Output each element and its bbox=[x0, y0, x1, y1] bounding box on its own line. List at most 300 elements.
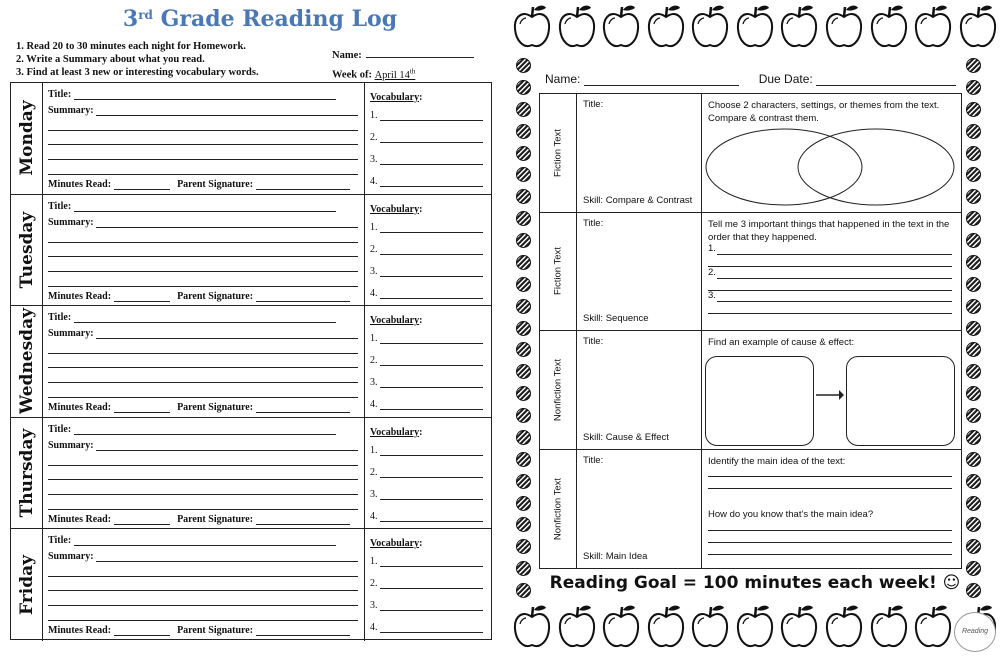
apple-icon bbox=[647, 602, 685, 650]
evidence-line[interactable] bbox=[708, 542, 952, 543]
summary-field[interactable] bbox=[48, 105, 358, 116]
summary-field[interactable] bbox=[48, 551, 358, 562]
summary-line[interactable] bbox=[48, 576, 358, 577]
prompt-cell bbox=[702, 450, 960, 569]
summary-label: Summary: bbox=[48, 551, 94, 563]
striped-dot-icon bbox=[516, 321, 531, 336]
striped-dot-icon bbox=[516, 408, 531, 423]
day-label-cell bbox=[11, 195, 43, 306]
vocab-number: 2. bbox=[370, 355, 378, 367]
minutes-label: Minutes Read: bbox=[48, 402, 112, 414]
signature-blank[interactable] bbox=[256, 514, 350, 525]
vocab-blank[interactable] bbox=[380, 467, 483, 478]
striped-dot-icon bbox=[966, 299, 981, 314]
striped-dot-icon bbox=[516, 496, 531, 511]
apple-icon bbox=[736, 2, 774, 50]
minutes-field[interactable] bbox=[48, 625, 350, 636]
week-of bbox=[332, 67, 415, 81]
vocab-entry[interactable] bbox=[370, 132, 486, 143]
minutes-label: Minutes Read: bbox=[48, 290, 112, 302]
prompt-text: Tell me 3 important things that happened in the text in the order that they happened. bbox=[708, 218, 950, 243]
striped-dot-icon bbox=[966, 517, 981, 532]
summary-field[interactable] bbox=[48, 328, 358, 339]
vocab-blank[interactable] bbox=[380, 377, 483, 388]
summary-blank[interactable] bbox=[96, 551, 358, 562]
skill-label: Skill: Sequence bbox=[583, 313, 649, 325]
response-section-2 bbox=[540, 331, 961, 450]
due-date-blank[interactable] bbox=[816, 73, 956, 86]
response-section-3 bbox=[540, 450, 961, 569]
title-field[interactable] bbox=[48, 89, 336, 100]
day-row-1 bbox=[11, 195, 491, 307]
apple-icon bbox=[736, 602, 774, 650]
summary-blank[interactable] bbox=[96, 217, 358, 228]
striped-dot-icon bbox=[966, 146, 981, 161]
response-table bbox=[539, 93, 962, 569]
summary-line[interactable] bbox=[48, 367, 358, 368]
apple-icon bbox=[914, 2, 952, 50]
vocab-number: 4. bbox=[370, 287, 378, 299]
day-label-cell bbox=[11, 83, 43, 194]
dot-border-right bbox=[966, 58, 984, 598]
summary-line[interactable] bbox=[48, 382, 358, 383]
skill-label: Skill: Compare & Contrast bbox=[583, 194, 693, 206]
striped-dot-icon bbox=[516, 386, 531, 401]
striped-dot-icon bbox=[516, 430, 531, 445]
text-type-cell bbox=[540, 94, 577, 212]
striped-dot-icon bbox=[516, 299, 531, 314]
evidence-line[interactable] bbox=[708, 554, 952, 555]
vocab-blank[interactable] bbox=[380, 600, 483, 611]
striped-dot-icon bbox=[516, 146, 531, 161]
vocab-number: 1. bbox=[370, 333, 378, 345]
striped-dot-icon bbox=[966, 342, 981, 357]
apple-icon bbox=[780, 2, 818, 50]
vocab-blank[interactable] bbox=[380, 333, 483, 344]
vocab-entry[interactable] bbox=[370, 600, 486, 611]
summary-label: Summary: bbox=[48, 328, 94, 340]
text-type-cell bbox=[540, 450, 577, 569]
vocabulary-label: Vocabulary: bbox=[370, 203, 423, 215]
vocab-number: 3. bbox=[370, 488, 378, 500]
prompt-text: Identify the main idea of the text: bbox=[708, 455, 846, 467]
title-blank[interactable] bbox=[74, 201, 336, 212]
striped-dot-icon bbox=[966, 102, 981, 117]
vocab-blank[interactable] bbox=[380, 511, 483, 522]
sequence-line[interactable] bbox=[708, 290, 952, 291]
minutes-blank[interactable] bbox=[114, 402, 170, 413]
title-skill-cell[interactable] bbox=[577, 213, 702, 331]
vocab-number: 2. bbox=[370, 578, 378, 590]
vocab-number: 2. bbox=[370, 243, 378, 255]
summary-label: Summary: bbox=[48, 216, 94, 228]
striped-dot-icon bbox=[966, 211, 981, 226]
page-title: 3rd Grade Reading Log bbox=[122, 6, 398, 32]
minutes-label: Minutes Read: bbox=[48, 179, 112, 190]
prompt-cell bbox=[702, 331, 960, 449]
vocab-entry[interactable] bbox=[370, 176, 486, 187]
day-name: Thursday bbox=[16, 428, 37, 518]
summary-line[interactable] bbox=[48, 479, 358, 480]
vocab-entry[interactable] bbox=[370, 333, 486, 344]
vocab-entry[interactable] bbox=[370, 355, 486, 366]
summary-line[interactable] bbox=[48, 144, 358, 145]
day-entry bbox=[43, 306, 365, 417]
title-blank[interactable] bbox=[74, 424, 336, 435]
summary-line[interactable] bbox=[48, 590, 358, 591]
main-idea-line[interactable] bbox=[708, 476, 952, 477]
vocab-blank[interactable] bbox=[380, 556, 483, 567]
striped-dot-icon bbox=[966, 539, 981, 554]
apple-icon bbox=[825, 2, 863, 50]
apple-icon bbox=[780, 602, 818, 650]
striped-dot-icon bbox=[516, 255, 531, 270]
text-type: Nonfiction Text bbox=[552, 478, 564, 541]
summary-line[interactable] bbox=[48, 159, 358, 160]
striped-dot-icon bbox=[966, 167, 981, 182]
summary-blank[interactable] bbox=[96, 105, 358, 116]
minutes-field[interactable] bbox=[48, 179, 350, 190]
prompt-text: Choose 2 characters, settings, or themes from the text. Compare & contrast them. bbox=[708, 100, 940, 124]
title-skill-cell[interactable] bbox=[577, 94, 702, 212]
vocab-number: 4. bbox=[370, 510, 378, 522]
apple-icon bbox=[825, 602, 863, 650]
day-entry bbox=[43, 83, 365, 194]
vocab-entry[interactable] bbox=[370, 445, 486, 456]
striped-dot-icon bbox=[516, 539, 531, 554]
signature-label: Parent Signature: bbox=[177, 290, 254, 302]
striped-dot-icon bbox=[966, 58, 981, 73]
apple-icon bbox=[870, 2, 908, 50]
reading-response-page bbox=[510, 0, 1000, 657]
vocab-blank[interactable] bbox=[380, 176, 483, 187]
day-name: Tuesday bbox=[16, 211, 37, 289]
vocab-entry[interactable] bbox=[370, 489, 486, 500]
title-label: Title: bbox=[48, 423, 72, 435]
striped-dot-icon bbox=[966, 386, 981, 401]
day-entry bbox=[43, 195, 365, 306]
vocab-entry[interactable] bbox=[370, 288, 486, 299]
vocab-entry[interactable] bbox=[370, 154, 486, 165]
summary-blank[interactable] bbox=[96, 328, 358, 339]
vocab-number: 3. bbox=[370, 265, 378, 277]
vocabulary-label: Vocabulary: bbox=[370, 426, 423, 438]
dot-border-left bbox=[516, 58, 534, 598]
minutes-label: Minutes Read: bbox=[48, 625, 112, 637]
day-row-4 bbox=[11, 529, 491, 641]
vocab-number: 2. bbox=[370, 132, 378, 143]
name-label: Name: bbox=[332, 50, 362, 61]
striped-dot-icon bbox=[516, 189, 531, 204]
day-label-cell bbox=[11, 529, 43, 641]
striped-dot-icon bbox=[966, 408, 981, 423]
vocab-number: 1. bbox=[370, 221, 378, 233]
minutes-blank[interactable] bbox=[114, 625, 170, 636]
summary-line[interactable] bbox=[48, 397, 358, 398]
summary-line[interactable] bbox=[48, 494, 358, 495]
apple-icon bbox=[558, 2, 596, 50]
sequence-line[interactable] bbox=[708, 313, 952, 314]
summary-line[interactable] bbox=[48, 620, 358, 621]
instruction-1: 1. Read 20 to 30 minutes each night for Homework. bbox=[16, 41, 246, 52]
apple-icon bbox=[691, 2, 729, 50]
day-entry bbox=[43, 529, 365, 641]
vocab-entry[interactable] bbox=[370, 222, 486, 233]
signature-blank[interactable] bbox=[256, 179, 350, 190]
signature-label: Parent Signature: bbox=[177, 625, 254, 637]
striped-dot-icon bbox=[516, 364, 531, 379]
vocabulary-cell bbox=[365, 195, 491, 306]
title-field[interactable] bbox=[48, 201, 336, 212]
response-name-blank[interactable] bbox=[584, 73, 739, 86]
summary-blank[interactable] bbox=[96, 440, 358, 451]
vocab-entry[interactable] bbox=[370, 266, 486, 277]
signature-blank[interactable] bbox=[256, 402, 350, 413]
vocab-entry[interactable] bbox=[370, 244, 486, 255]
apple-icon bbox=[513, 602, 551, 650]
vocab-blank[interactable] bbox=[380, 622, 483, 633]
minutes-blank[interactable] bbox=[114, 179, 170, 190]
sequence-number: 2. bbox=[708, 266, 716, 278]
striped-dot-icon bbox=[966, 430, 981, 445]
week-value: April 14th bbox=[374, 67, 416, 81]
main-idea-line[interactable] bbox=[708, 488, 952, 489]
skill-label: Skill: Main Idea bbox=[583, 551, 648, 563]
day-name: Friday bbox=[16, 555, 37, 616]
vocabulary-label: Vocabulary: bbox=[370, 315, 423, 327]
day-entry bbox=[43, 418, 365, 529]
title-label: Title: bbox=[48, 535, 72, 547]
striped-dot-icon bbox=[516, 277, 531, 292]
summary-line[interactable] bbox=[48, 174, 358, 175]
striped-dot-icon bbox=[966, 364, 981, 379]
vocab-blank[interactable] bbox=[380, 132, 483, 143]
vocab-entry[interactable] bbox=[370, 622, 486, 633]
vocab-blank[interactable] bbox=[380, 355, 483, 366]
arrow-right-icon bbox=[815, 389, 845, 401]
reading-log-table bbox=[10, 82, 492, 640]
evidence-line[interactable] bbox=[708, 530, 952, 531]
name-field[interactable] bbox=[332, 50, 474, 61]
striped-dot-icon bbox=[966, 496, 981, 511]
vocab-number: 1. bbox=[370, 556, 378, 568]
prompt-text: Find an example of cause & effect: bbox=[708, 337, 855, 349]
instructions bbox=[16, 40, 259, 79]
vocab-entry[interactable] bbox=[370, 511, 486, 522]
striped-dot-icon bbox=[966, 124, 981, 139]
striped-dot-icon bbox=[516, 167, 531, 182]
vocabulary-label: Vocabulary: bbox=[370, 92, 423, 103]
section-title-label: Title: bbox=[583, 336, 604, 348]
vocab-blank[interactable] bbox=[380, 244, 483, 255]
summary-line[interactable] bbox=[48, 465, 358, 466]
minutes-field[interactable] bbox=[48, 514, 350, 525]
sequence-line[interactable] bbox=[717, 301, 952, 302]
reading-goal: Reading Goal = 100 minutes each week! ☺ bbox=[549, 573, 961, 593]
title-label: Title: bbox=[48, 200, 72, 212]
vocab-entry[interactable] bbox=[370, 578, 486, 589]
apple-icon bbox=[602, 2, 640, 50]
striped-dot-icon bbox=[516, 58, 531, 73]
title-label: Title: bbox=[48, 89, 72, 100]
striped-dot-icon bbox=[966, 80, 981, 95]
vocab-blank[interactable] bbox=[380, 266, 483, 277]
day-row-3 bbox=[11, 418, 491, 530]
apple-icon bbox=[914, 602, 952, 650]
apple-icon bbox=[602, 602, 640, 650]
response-name-label: Name: bbox=[545, 72, 581, 86]
day-label-cell bbox=[11, 418, 43, 529]
signature-label: Parent Signature: bbox=[177, 402, 254, 414]
vocab-number: 4. bbox=[370, 399, 378, 411]
vocab-entry[interactable] bbox=[370, 399, 486, 410]
vocab-blank[interactable] bbox=[380, 578, 483, 589]
title-blank[interactable] bbox=[74, 535, 336, 546]
striped-dot-icon bbox=[516, 517, 531, 532]
day-row-0 bbox=[11, 83, 491, 195]
summary-label: Summary: bbox=[48, 105, 94, 116]
striped-dot-icon bbox=[516, 452, 531, 467]
striped-dot-icon bbox=[966, 255, 981, 270]
summary-field[interactable] bbox=[48, 217, 358, 228]
striped-dot-icon bbox=[966, 189, 981, 204]
sequence-line[interactable] bbox=[717, 278, 952, 279]
vocab-blank[interactable] bbox=[380, 110, 483, 121]
summary-line[interactable] bbox=[48, 605, 358, 606]
apple-icon bbox=[513, 2, 551, 50]
vocab-number: 4. bbox=[370, 176, 378, 187]
summary-line[interactable] bbox=[48, 242, 358, 243]
summary-line[interactable] bbox=[48, 286, 358, 287]
apple-icon bbox=[647, 2, 685, 50]
venn-diagram[interactable] bbox=[704, 122, 960, 212]
minutes-field[interactable] bbox=[48, 291, 350, 302]
sequence-line[interactable] bbox=[708, 266, 952, 267]
striped-dot-icon bbox=[516, 211, 531, 226]
striped-dot-icon bbox=[966, 321, 981, 336]
text-type-cell bbox=[540, 213, 577, 331]
day-label-cell bbox=[11, 306, 43, 417]
vocab-number: 3. bbox=[370, 600, 378, 612]
vocab-blank[interactable] bbox=[380, 222, 483, 233]
prompt-text-2: How do you know that’s the main idea? bbox=[708, 508, 874, 520]
striped-dot-icon bbox=[516, 342, 531, 357]
response-section-0 bbox=[540, 94, 961, 213]
title-field[interactable] bbox=[48, 312, 336, 323]
summary-field[interactable] bbox=[48, 440, 358, 451]
response-header bbox=[545, 72, 956, 86]
striped-dot-icon bbox=[516, 474, 531, 489]
signature-blank[interactable] bbox=[256, 291, 350, 302]
summary-label: Summary: bbox=[48, 439, 94, 451]
minutes-blank[interactable] bbox=[114, 291, 170, 302]
striped-dot-icon bbox=[966, 277, 981, 292]
text-type: Nonfiction Text bbox=[552, 358, 564, 422]
vocab-blank[interactable] bbox=[380, 288, 483, 299]
vocabulary-cell bbox=[365, 83, 491, 194]
week-label: Week of: bbox=[332, 69, 372, 81]
due-date-label: Due Date: bbox=[758, 72, 813, 86]
minutes-label: Minutes Read: bbox=[48, 513, 112, 525]
title-field[interactable] bbox=[48, 535, 336, 546]
apple-border-top bbox=[510, 2, 1000, 50]
title-skill-cell[interactable] bbox=[577, 450, 702, 569]
striped-dot-icon bbox=[966, 233, 981, 248]
vocabulary-label: Vocabulary: bbox=[370, 538, 423, 550]
section-title-label: Title: bbox=[583, 217, 604, 229]
instruction-3: 3. Find at least 3 new or interesting vocabulary words. bbox=[16, 67, 259, 78]
vocab-entry[interactable] bbox=[370, 467, 486, 478]
title-label: Title: bbox=[48, 312, 72, 324]
vocab-entry[interactable] bbox=[370, 110, 486, 121]
day-name: Wednesday bbox=[16, 308, 37, 415]
vocabulary-cell bbox=[365, 418, 491, 529]
striped-dot-icon bbox=[516, 124, 531, 139]
striped-dot-icon bbox=[516, 102, 531, 117]
title-blank[interactable] bbox=[74, 89, 336, 100]
summary-line[interactable] bbox=[48, 271, 358, 272]
title-skill-cell[interactable] bbox=[577, 331, 702, 449]
striped-dot-icon bbox=[516, 233, 531, 248]
text-type-cell bbox=[540, 331, 577, 449]
title-blank[interactable] bbox=[74, 312, 336, 323]
section-title-label: Title: bbox=[583, 454, 604, 466]
minutes-blank[interactable] bbox=[114, 514, 170, 525]
striped-dot-icon bbox=[966, 452, 981, 467]
effect-box[interactable] bbox=[846, 356, 955, 446]
signature-label: Parent Signature: bbox=[177, 179, 254, 190]
apple-icon bbox=[959, 2, 997, 50]
text-type: Fiction Text bbox=[552, 247, 564, 296]
day-row-2 bbox=[11, 306, 491, 418]
apple-icon bbox=[558, 602, 596, 650]
instruction-2: 2. Write a Summary about what you read. bbox=[16, 54, 205, 65]
title-field[interactable] bbox=[48, 424, 336, 435]
apple-icon bbox=[691, 602, 729, 650]
vocab-blank[interactable] bbox=[380, 399, 483, 410]
summary-line[interactable] bbox=[48, 509, 358, 510]
prompt-cell bbox=[702, 94, 960, 212]
vocab-entry[interactable] bbox=[370, 556, 486, 567]
name-blank[interactable] bbox=[366, 57, 474, 58]
response-section-1 bbox=[540, 213, 961, 332]
vocab-number: 3. bbox=[370, 377, 378, 389]
cause-box[interactable] bbox=[705, 356, 814, 446]
sequence-line[interactable] bbox=[717, 254, 952, 255]
prompt-cell bbox=[702, 213, 960, 331]
day-name: Monday bbox=[16, 100, 37, 176]
minutes-field[interactable] bbox=[48, 402, 350, 413]
vocab-number: 1. bbox=[370, 110, 378, 121]
vocab-blank[interactable] bbox=[380, 154, 483, 165]
vocab-number: 4. bbox=[370, 622, 378, 634]
section-title-label: Title: bbox=[583, 99, 604, 110]
text-type: Fiction Text bbox=[552, 128, 564, 177]
signature-blank[interactable] bbox=[256, 625, 350, 636]
vocab-number: 3. bbox=[370, 154, 378, 165]
summary-line[interactable] bbox=[48, 256, 358, 257]
summary-line[interactable] bbox=[48, 130, 358, 131]
summary-line[interactable] bbox=[48, 353, 358, 354]
vocab-entry[interactable] bbox=[370, 377, 486, 388]
apple-border-bottom bbox=[510, 602, 1000, 654]
vocab-blank[interactable] bbox=[380, 445, 483, 456]
vocabulary-cell bbox=[365, 306, 491, 417]
striped-dot-icon bbox=[966, 474, 981, 489]
vocab-blank[interactable] bbox=[380, 489, 483, 500]
sequence-number: 3. bbox=[708, 289, 716, 301]
reading-logo: Reading bbox=[954, 612, 996, 652]
